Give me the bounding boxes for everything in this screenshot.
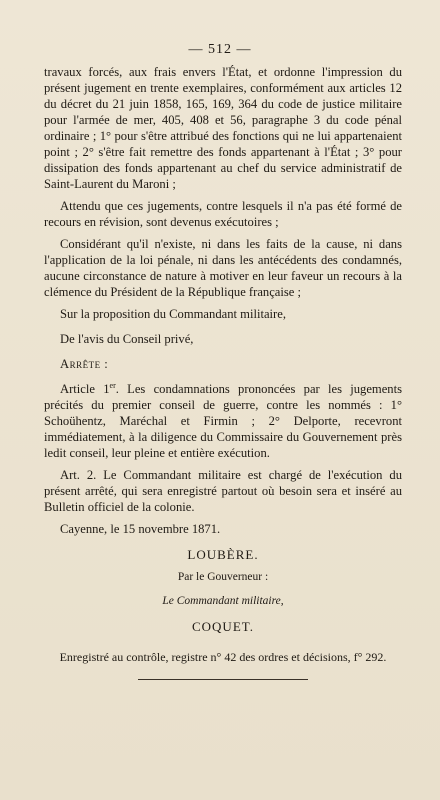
page-number: — 512 — (188, 42, 252, 57)
article-1-text: . Les condamnations prononcées par les jugements précités du premier conseil de guerre, contre les nommés : 1° Schoühentz, Maréchal et Firmin ; 2° Delporte, recevront immédiatement, à la diligence du Commissaire du Gouvernement près ledit conseil, leur pleine et entière exécution. (44, 382, 402, 461)
document-body (44, 64, 402, 680)
closing-rule (138, 679, 308, 680)
paragraph-sentence-continuation: travaux forcés, aux frais envers l'État, et ordonne l'impression du présent jugement en trente exemplaires, conformément aux articles 12 du décret du 21 juin 1858, 165, 169, 364 du code de justice militaire pour l'armée de mer, 405, 408 et 56, paragraphe 3 du code pénal ordinaire ; 1° pour s'être attribué des fonctions qui ne lui appartenaient point ; 2° s'être fait remettre des fonds appartenant à l'État ; 3° pour dissipation des fonds appartenant au chef du service administratif de Saint-Laurent du Maroni ; (44, 65, 402, 191)
paragraph-avis: De l'avis du Conseil privé, (60, 332, 194, 346)
arrete-heading: Arrête : (60, 357, 109, 371)
article-1-superscript: er (109, 381, 116, 390)
registration-note: Enregistré au contrôle, registre n° 42 des ordres et décisions, f° 292. (59, 650, 387, 665)
article-2: Art. 2. Le Commandant militaire est chargé de l'exécution du présent arrêté, qui sera enregistré partout où besoin sera et inséré au Bulletin officiel de la colonie. (44, 468, 402, 515)
paragraph-attendu: Attendu que ces jugements, contre lesquels il n'a pas été formé de recours en révision, sont devenus exécutoires ; (44, 199, 402, 229)
article-1-prefix: Article 1 (60, 382, 110, 397)
par-le-gouverneur: Par le Gouverneur : (177, 571, 269, 584)
countersign-signature: COQUET. (191, 619, 254, 635)
article-1 (44, 378, 402, 461)
paragraph-considerant: Considérant qu'il n'existe, ni dans les faits de la cause, ni dans l'application de la loi pénale, ni dans les antécédents des condamnés, aucune circonstance de nature à motiver en leur faveur un recours à la clémence du Président de la République française ; (44, 237, 402, 299)
commandant-title: Le Commandant militaire, (162, 595, 284, 608)
signature-block (44, 547, 402, 635)
paragraph-proposition: Sur la proposition du Commandant militaire, (60, 307, 286, 321)
governor-signature: LOUBÈRE. (187, 547, 259, 563)
date-line: Cayenne, le 15 novembre 1871. (60, 522, 221, 537)
